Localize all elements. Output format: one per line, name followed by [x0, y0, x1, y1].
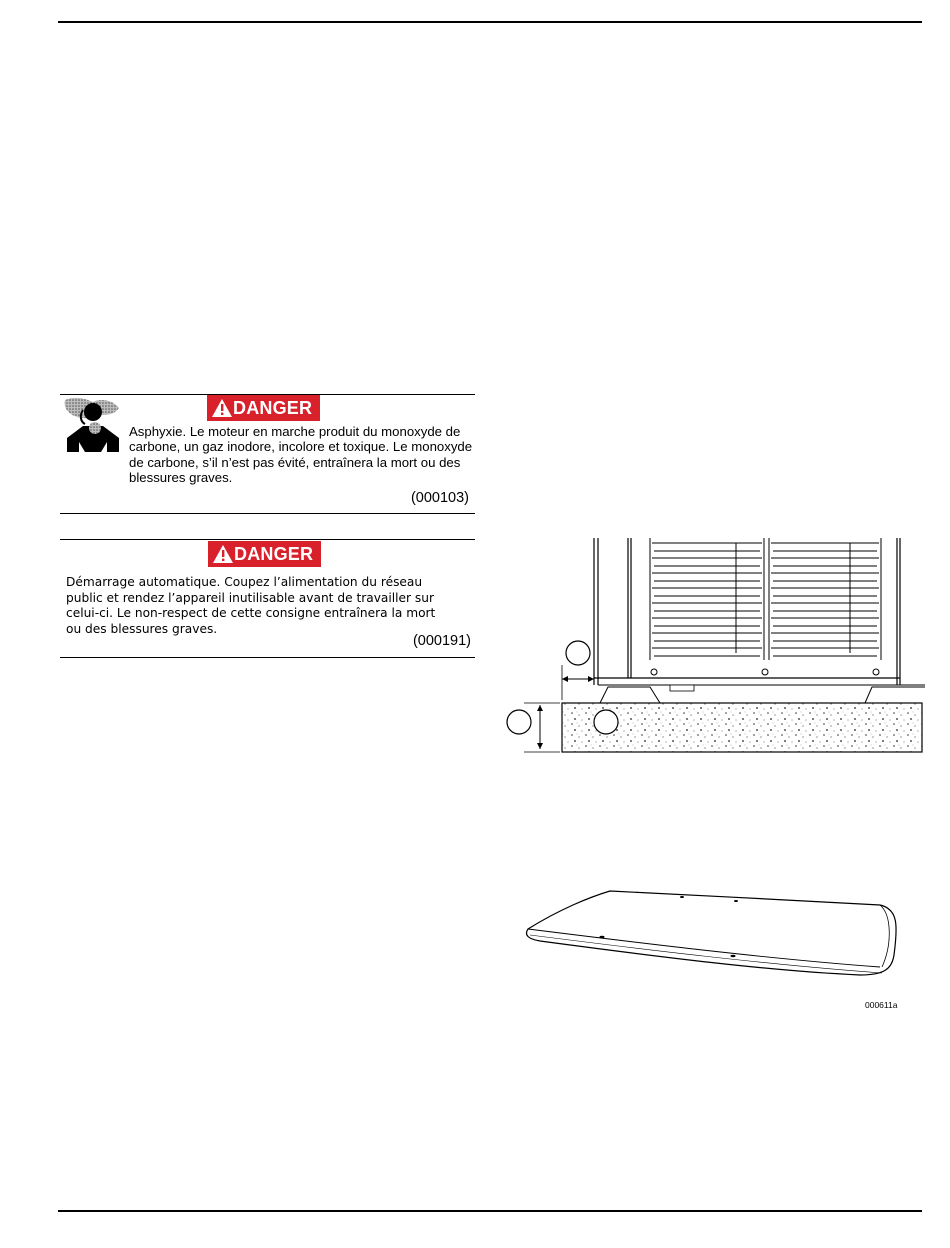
danger-badge — [207, 395, 320, 421]
danger-badge — [208, 541, 321, 567]
danger-code: (000103) — [410, 490, 469, 506]
figure-mounting-pad — [520, 885, 905, 1000]
danger-badge-label: DANGER — [234, 544, 314, 564]
footer-rule — [58, 1210, 922, 1212]
danger-code: (000191) — [412, 633, 471, 649]
danger-panel-asphyxiation — [60, 394, 475, 514]
figure-unit-on-pad — [500, 535, 925, 760]
panel-bottom-rule — [60, 657, 475, 658]
danger-panel-auto-start — [60, 539, 475, 659]
header-rule — [58, 21, 922, 23]
warning-triangle-icon — [211, 395, 233, 421]
danger-text: Démarrage automatique. Coupez l’alimentation du réseau public et rendez l’appareil inutilisable avant de travailler sur celui-ci. Le non-respect de cette consigne entraînera la mort ou des blessures graves. — [66, 575, 436, 636]
panel-top-rule — [60, 539, 475, 540]
panel-bottom-rule — [60, 513, 475, 514]
figure-id: 000611a — [865, 1000, 898, 1010]
danger-text: Asphyxie. Le moteur en marche produit du monoxyde de carbone, un gaz inodore, incolore et toxique. Le monoxyde de carbone, s’il n’est pas évité, entraînera la mort ou des blessures graves. — [129, 424, 473, 486]
danger-badge-label: DANGER — [233, 398, 313, 418]
asphyxiation-person-icon — [63, 396, 121, 452]
warning-triangle-icon — [212, 541, 234, 567]
